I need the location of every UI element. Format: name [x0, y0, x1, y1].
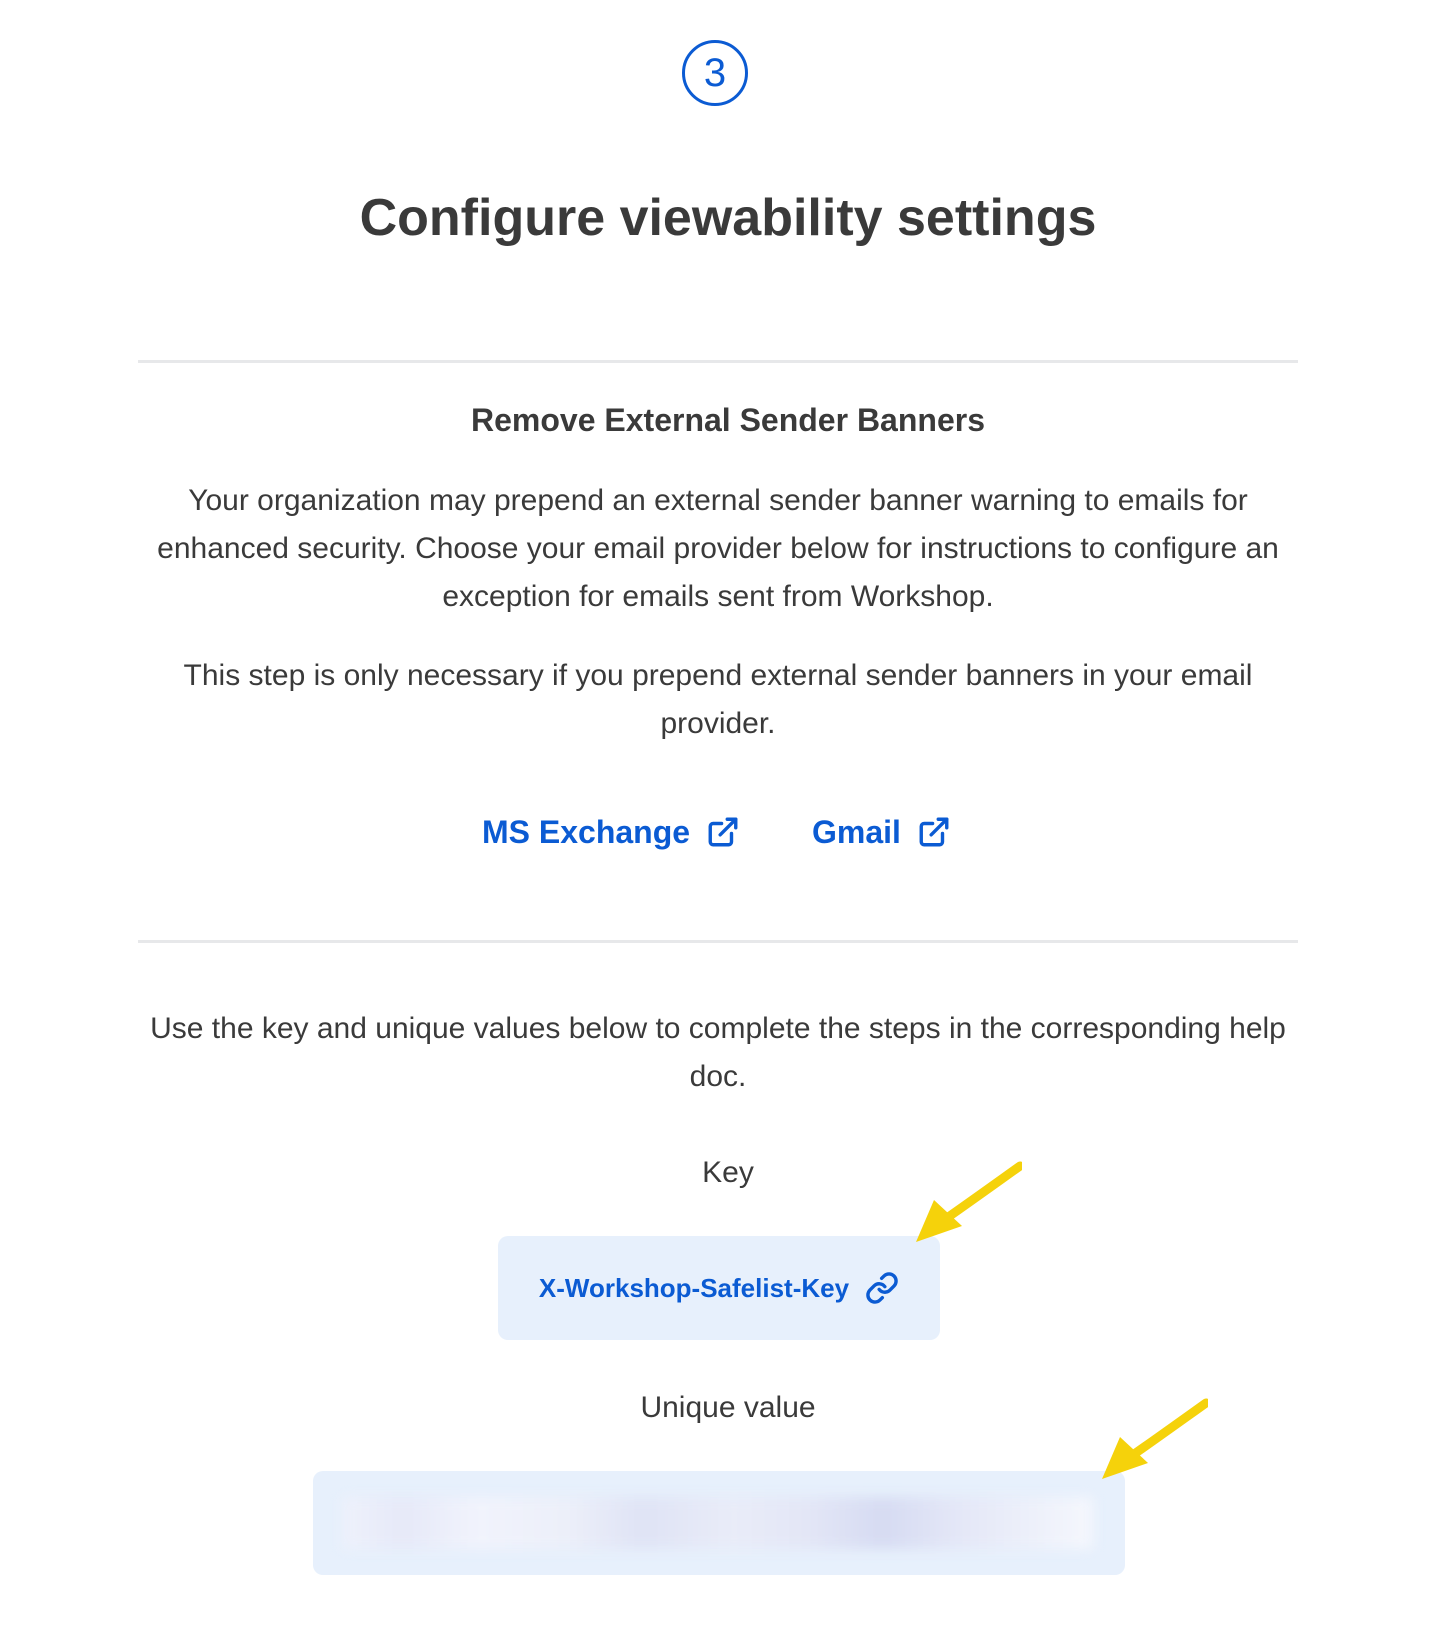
annotation-arrow-value	[1098, 1397, 1208, 1487]
external-link-icon	[706, 815, 740, 849]
section-heading-banners: Remove External Sender Banners	[471, 402, 985, 438]
ms-exchange-link-label: MS Exchange	[482, 814, 691, 850]
values-instructions: Use the key and unique values below to complete the steps in the corresponding help doc.	[150, 1012, 1286, 1093]
divider-top	[138, 360, 1298, 363]
divider-middle	[138, 940, 1298, 943]
external-link-icon	[917, 815, 951, 849]
annotation-arrow-key	[912, 1160, 1022, 1250]
unique-value-label: Unique value	[640, 1391, 816, 1424]
blurred-unique-value	[343, 1497, 1093, 1549]
copy-link-icon	[865, 1271, 899, 1305]
gmail-link-label: Gmail	[812, 814, 901, 850]
ms-exchange-link[interactable]	[482, 810, 740, 854]
banners-note: This step is only necessary if you prepend external sender banners in your email provider.	[183, 659, 1253, 740]
copy-unique-value-button[interactable]	[313, 1471, 1125, 1575]
key-value: X-Workshop-Safelist-Key	[538, 1272, 850, 1303]
key-label: Key	[702, 1156, 754, 1189]
gmail-link[interactable]	[812, 810, 951, 854]
page-title: Configure viewability settings	[359, 189, 1097, 247]
step-number-badge: 3	[682, 40, 748, 106]
copy-key-button[interactable]	[498, 1236, 940, 1340]
banners-description: Your organization may prepend an external sender banner warning to emails for enhanced security. Choose your email provider below for instructions to configure an exception for emails sent from Workshop.	[157, 484, 1279, 613]
